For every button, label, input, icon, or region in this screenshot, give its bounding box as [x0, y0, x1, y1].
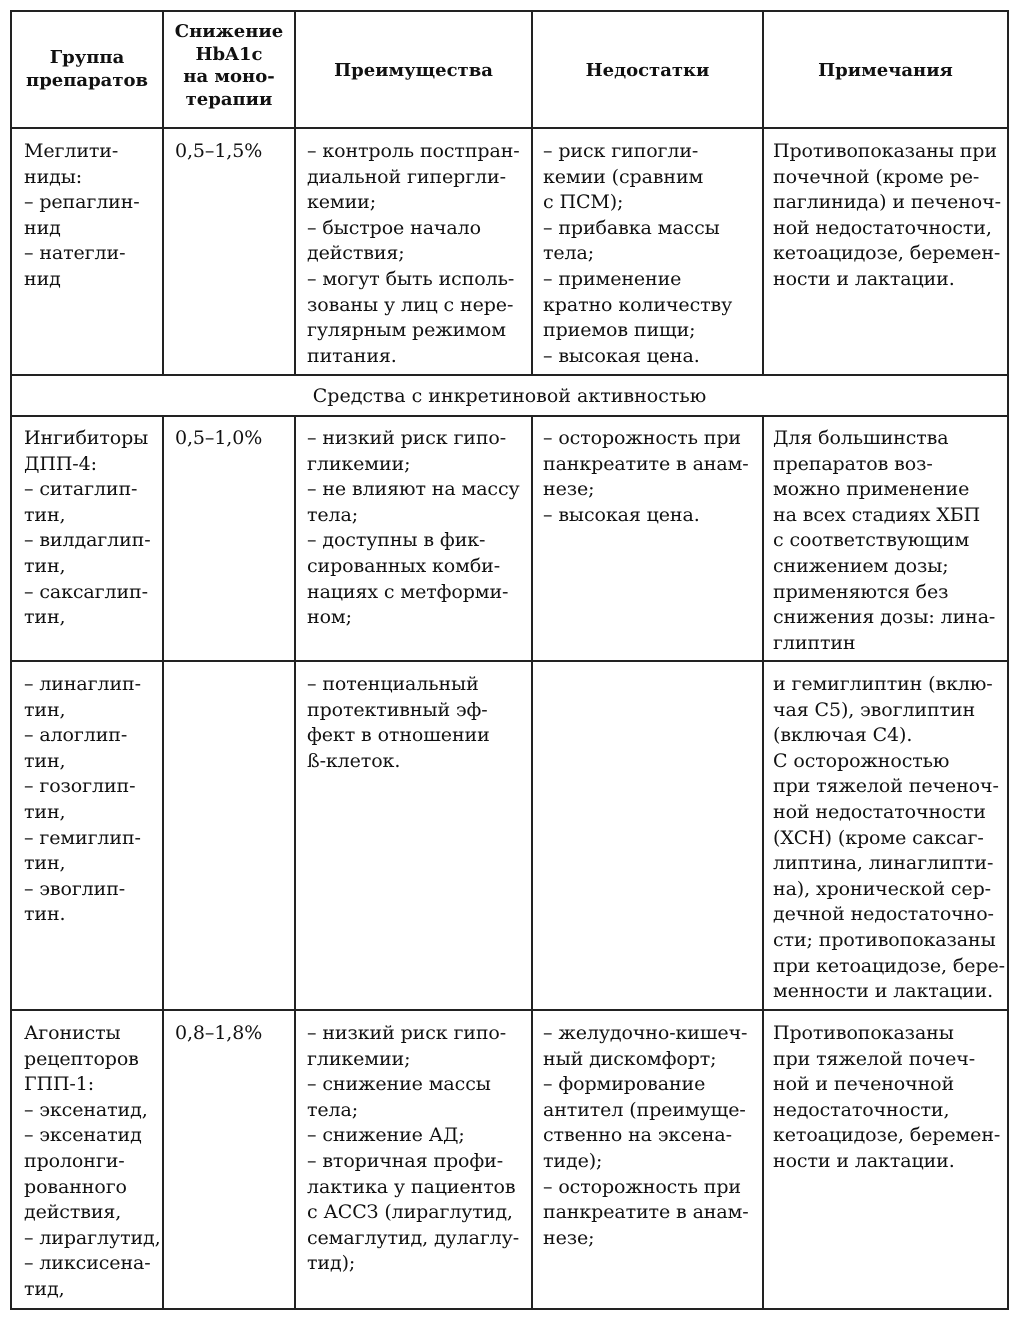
- table-cell-notes: Противопоказаны при тяжелой почеч- ной и печеночной недостаточности, кетоацидозе, беремен- ности и лактации.: [773, 1022, 1001, 1172]
- table-cell-group: Агонисты рецепторов ГПП-1: – эксенатид, – эксенатид пролонги- рованного действия, – лираглутид, – ликсисена- тид,: [24, 1022, 161, 1300]
- table-cell-advantages: – контроль постпран- диальной гипергли- кемии; – быстрое начало действия; – могут быть исполь- зованы у лиц с нере- гулярным режимом питания.: [307, 140, 520, 367]
- table-cell-disadvantages: – желудочно-кишеч- ный дискомфорт; – формирование антител (преимуще- ственно на эксена- тиде); – осторожность при панкреатите в анам- незе;: [543, 1022, 749, 1249]
- header-divider: [10, 127, 1009, 129]
- table-cell-notes: Для большинства препаратов воз- можно применение на всех стадиях ХБП с соответствующим снижением дозы; применяются без снижения дозы: лина- глиптин: [773, 427, 996, 654]
- table-cell-advantages: – низкий риск гипо- гликемии; – не влияют на массу тела; – доступны в фик- сированных комби- нациях с метформи- ном;: [307, 427, 520, 629]
- table-cell-advantages: – потенциальный протективный эф- фект в отношении ß-клеток.: [307, 673, 490, 772]
- table-cell-notes: и гемиглиптин (вклю- чая С5), эвоглиптин (включая С4). С осторожностью при тяжелой печеноч- ной недостаточности (ХСН) (кроме саксаг- липтина, линаглипти- на), хронической сер- дечной недостаточно- сти; противопоказаны при кетоацидозе, бере- менности и лактации.: [773, 673, 1005, 1003]
- section-divider: [10, 415, 1009, 417]
- table-border-right: [1007, 10, 1009, 1310]
- table-border-bottom: [10, 1308, 1009, 1310]
- row-divider: [10, 660, 1009, 662]
- table-cell-hba1c: 0,8–1,8%: [175, 1022, 263, 1044]
- header-disadvantages: Недостатки: [585, 60, 710, 81]
- header-hba1c: Снижение HbA1c на моно- терапии: [174, 21, 284, 110]
- column-divider: [162, 415, 164, 1310]
- table-cell-hba1c: 0,5–1,0%: [175, 427, 263, 449]
- table-cell-disadvantages: – осторожность при панкреатите в анам- незе; – высокая цена.: [543, 427, 749, 526]
- row-divider: [10, 374, 1009, 376]
- row-divider: [10, 1009, 1009, 1011]
- table-border-left: [10, 10, 12, 1310]
- section-title: Средства с инкретиновой активностью: [312, 385, 707, 407]
- table-cell-group: Ингибиторы ДПП-4: – ситаглип- тин, – вилдаглип- тин, – саксаглип- тин,: [24, 427, 151, 629]
- table-cell-notes: Противопоказаны при почечной (кроме ре- паглинида) и печеноч- ной недостаточности, кетоацидозе, беремен- ности и лактации.: [773, 140, 1001, 290]
- table-border-top: [10, 10, 1009, 12]
- header-notes: Примечания: [818, 60, 953, 81]
- column-divider: [762, 415, 764, 1310]
- column-divider: [531, 415, 533, 1310]
- header-advantages: Преимущества: [334, 60, 493, 81]
- header-group: Группа препаратов: [26, 47, 148, 91]
- table-cell-group: – линаглип- тин, – алоглип- тин, – гозоглип- тин, – гемиглип- тин, – эвоглип- тин.: [24, 673, 141, 926]
- table-cell-group: Меглити- ниды: – репаглин- нид – натегли- нид: [24, 140, 140, 290]
- column-divider: [294, 415, 296, 1310]
- table-cell-hba1c: 0,5–1,5%: [175, 140, 263, 162]
- table-cell-disadvantages: – риск гипогли- кемии (сравним с ПСМ); – прибавка массы тела; – применение кратно количеству приемов пищи; – высокая цена.: [543, 140, 733, 367]
- table-cell-advantages: – низкий риск гипо- гликемии; – снижение массы тела; – снижение АД; – вторичная профи- лактика у пациентов с АССЗ (лираглутид, семаглутид, дулаглу- тид);: [307, 1022, 520, 1275]
